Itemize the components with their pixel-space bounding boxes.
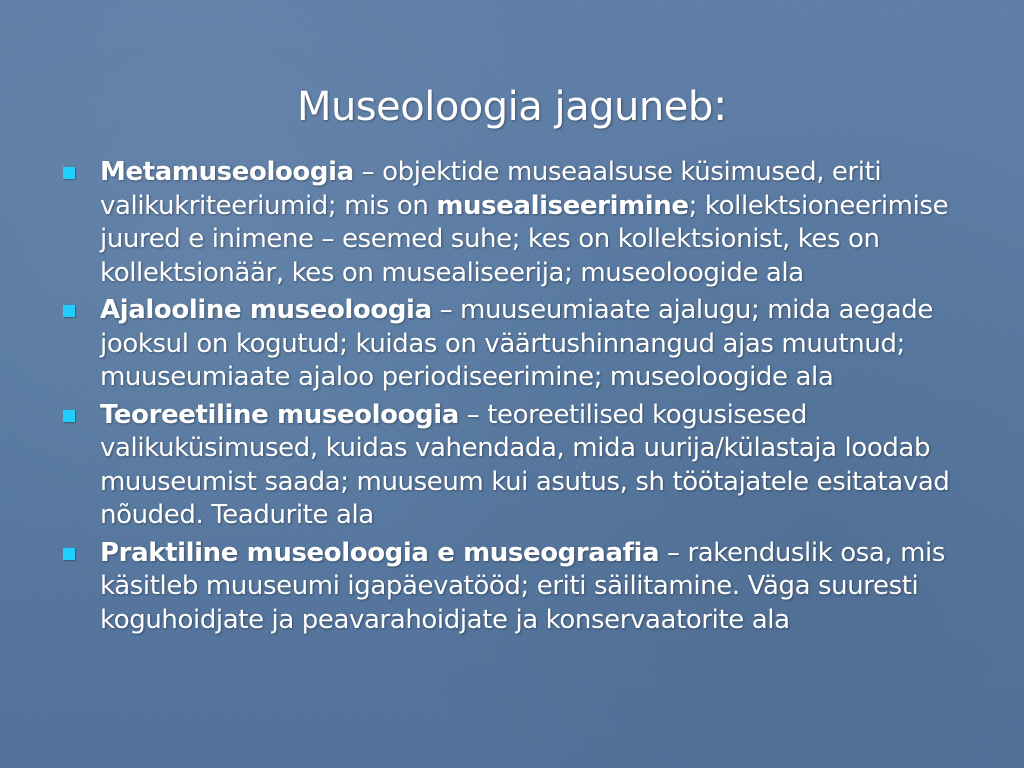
square-bullet-icon: [63, 167, 75, 179]
bullet-list: [60, 156, 975, 641]
slide-title-colon: :: [712, 80, 728, 131]
bullet-text: – teoreetilised kogusisesed valikuküsimused, kuidas vahendada, mida uurija/külastaja loodab muuseumist saada; muuseum kui asutus, sh töötajatele esitatavad nõuded. Teadurite ala: [100, 399, 950, 530]
bullet-item-praktiline: [60, 537, 975, 638]
bullet-text: – muuseumiaate ajalugu; mida aegade jooksul on kogutud; kuidas on väärtushinnangud ajas muutnud; muuseumiaate ajaloo periodiseerimine; museoloogide ala: [100, 295, 933, 392]
bullet-item-ajalooline: [60, 294, 975, 395]
slide-title: [0, 80, 1024, 133]
square-bullet-icon: [63, 305, 75, 317]
bullet-text-secondary: ; kollektsioneerimise juured e inimene – esemed suhe; kes on kollektsionist, kes on kollektsionäär, kes on musealiseerija; museoloogide ala: [100, 190, 949, 288]
bullet-term-secondary: musealiseerimine: [436, 190, 689, 221]
bullet-term: Teoreetiline museoloogia: [100, 399, 459, 430]
bullet-item-metamuseoloogia: [60, 156, 975, 290]
bullet-text: – rakenduslik osa, mis käsitleb muuseumi igapäevatööd; eriti säilitamine. Väga suuresti koguhoidjate ja peavarahoidjate ja konservaatorite ala: [100, 537, 946, 635]
bullet-term: Metamuseoloogia: [100, 157, 354, 187]
slide-title-text: Museoloogia jaguneb: [296, 84, 713, 130]
square-bullet-icon: [63, 548, 75, 560]
bullet-text: – objektide museaalsuse küsimused, eriti valikukriteeriumid; mis on: [100, 157, 882, 221]
square-bullet-icon: [63, 410, 75, 422]
bullet-item-teoreetiline: [60, 399, 975, 533]
bullet-term: Praktiline museoloogia e museograafia: [100, 537, 660, 568]
bullet-term: Ajalooline museoloogia: [100, 295, 432, 325]
